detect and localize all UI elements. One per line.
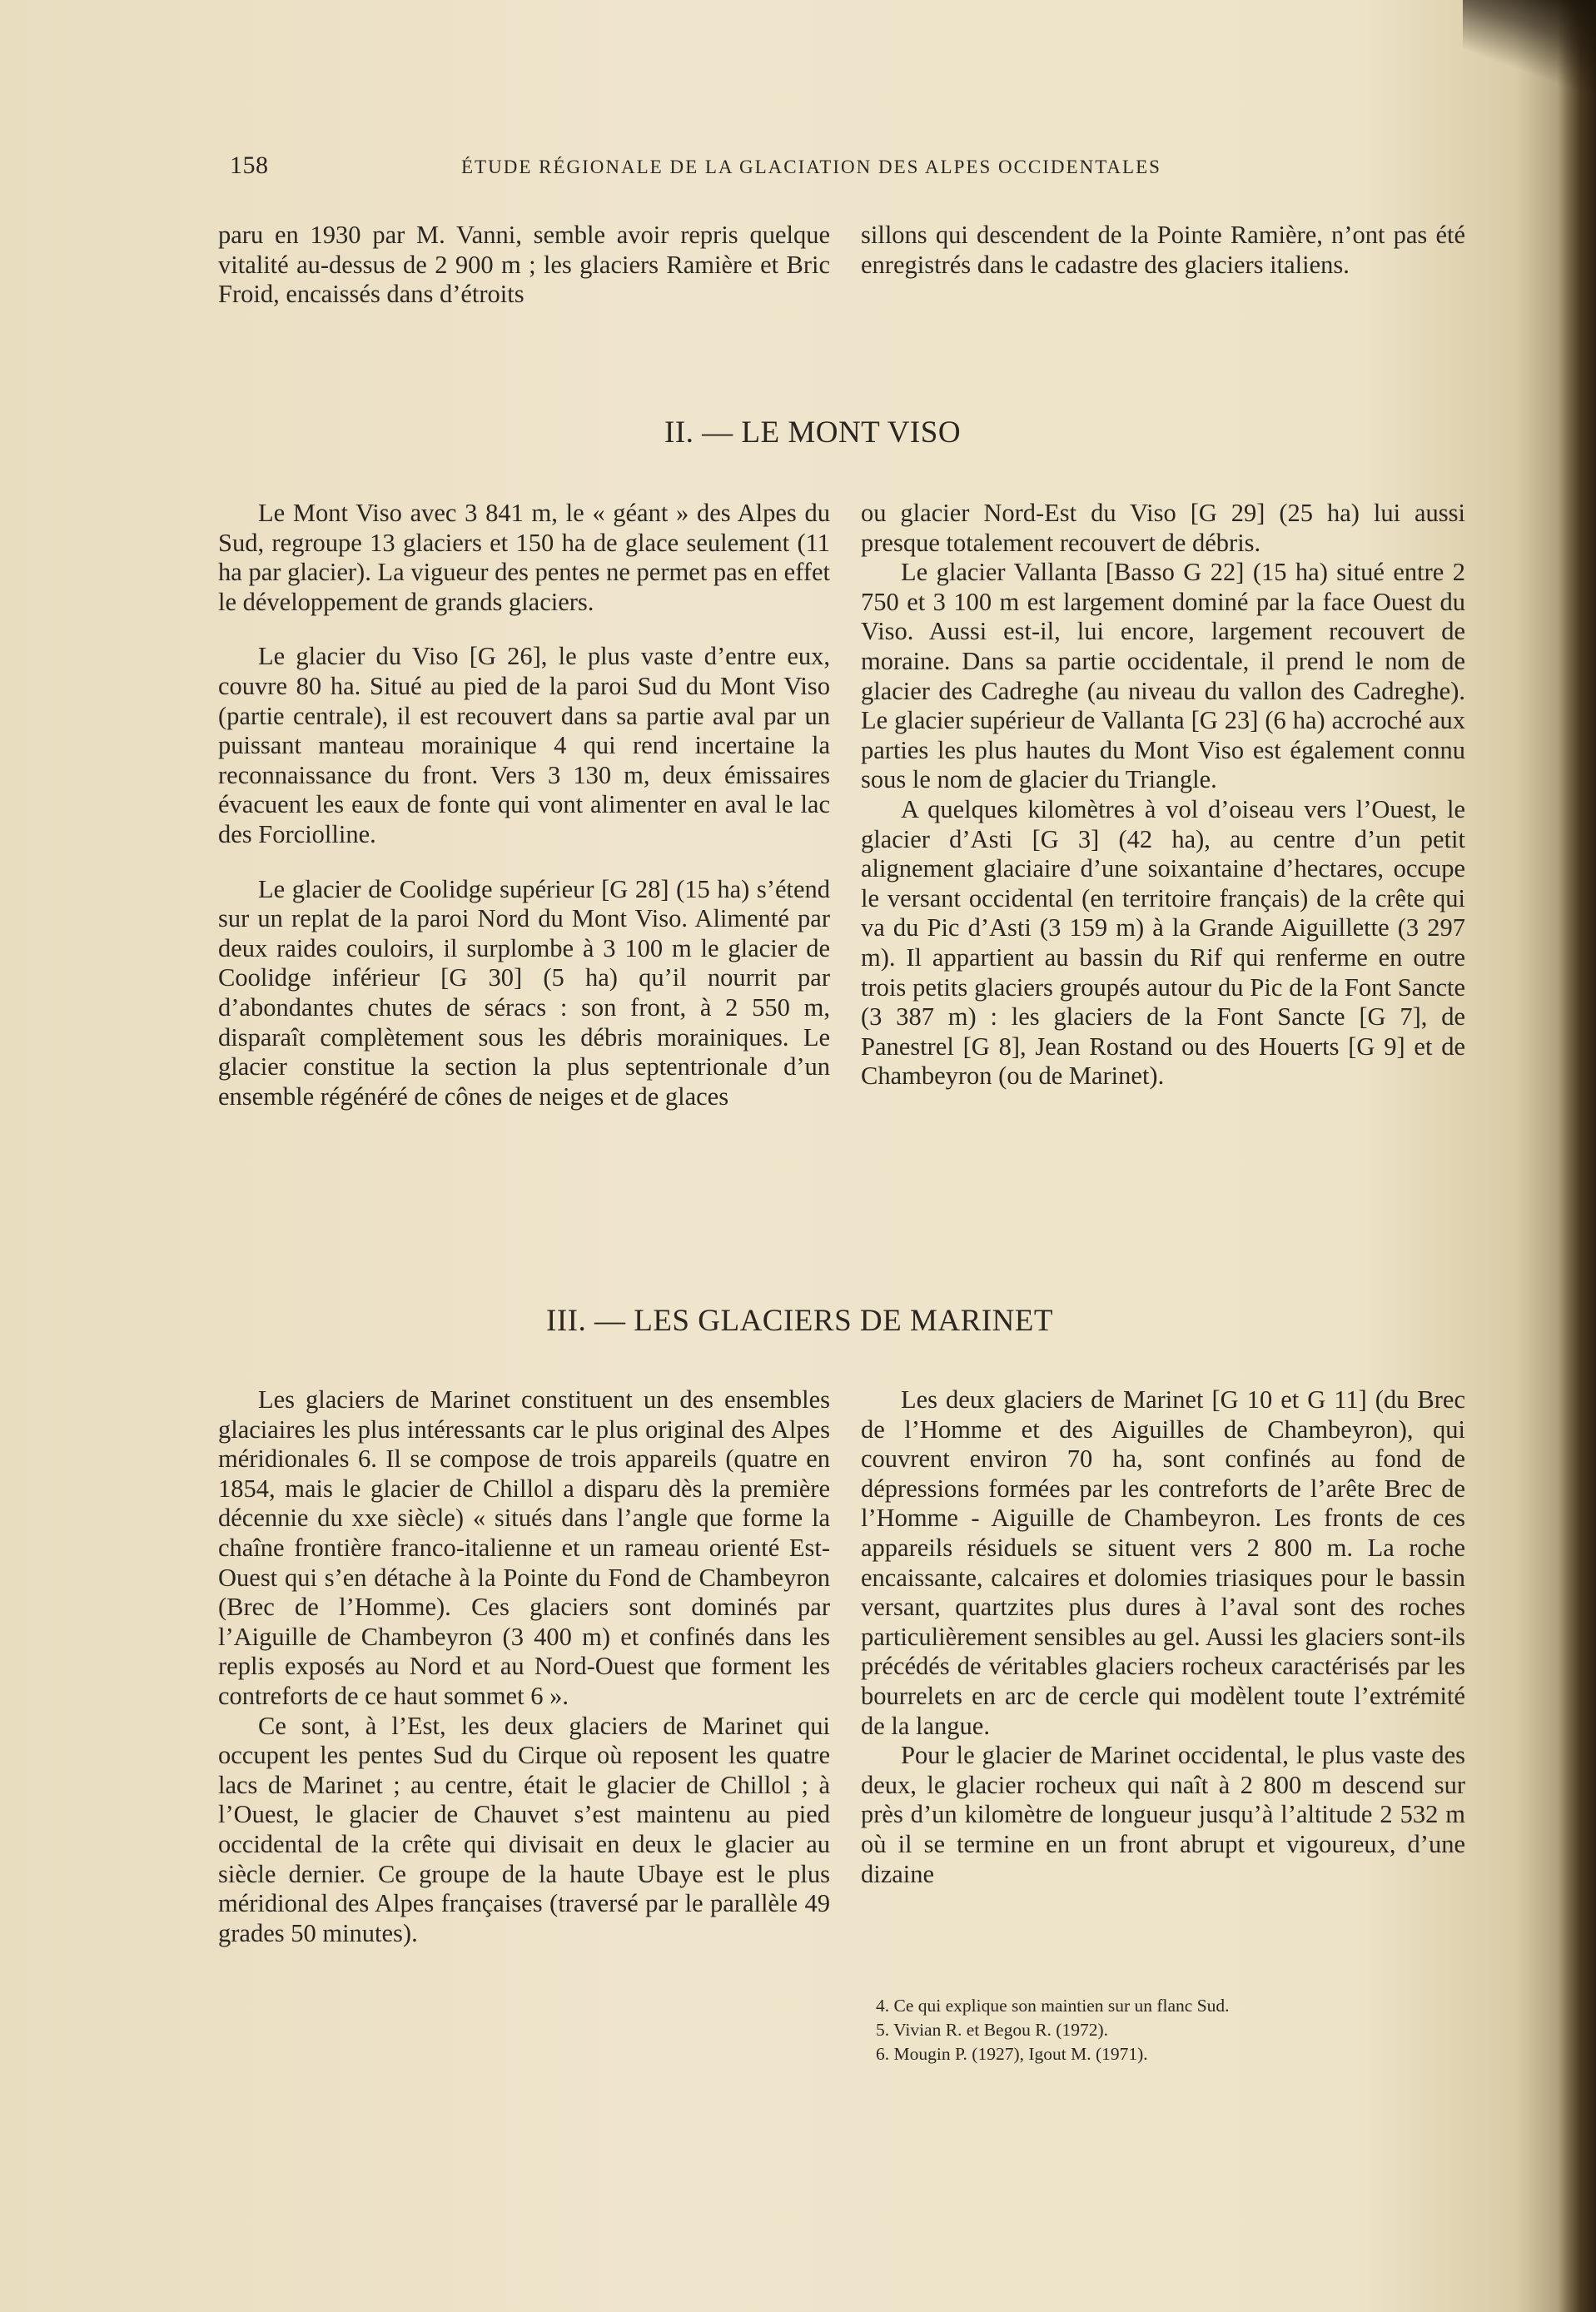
paragraph: Pour le glacier de Marinet occidental, le plus vaste des deux, le glacier rocheux qui naît à 2 800 m descend sur près d’un kilomètre de longueur jusqu’à l’altitude 2 532 m où il se termine en un front abrupt et vigoureux, d’une dizaine bbox=[861, 1741, 1465, 1888]
section3-left-column bbox=[218, 1385, 830, 1948]
section2-left-column bbox=[218, 499, 830, 1111]
footnote: 6. Mougin P. (1927), Igout M. (1971). bbox=[876, 2044, 1148, 2064]
running-head bbox=[230, 152, 1237, 188]
intro-right-column bbox=[861, 221, 1465, 280]
footnotes bbox=[876, 1994, 1459, 2066]
footnote: 4. Ce qui explique son maintien sur un flanc Sud. bbox=[876, 1996, 1230, 2016]
paragraph: Les glaciers de Marinet constituent un des ensembles glaciaires les plus intéressants car le plus original des Alpes méridionales 6. Il se compose de trois appareils (quatre en 1854, mais le glacier de Chillol a disparu dès la première décennie du xxe siècle) « situés dans l’angle que forme la chaîne frontière franco-italienne et un rameau orienté Est-Ouest qui s’en détache à la Pointe du Fond de Chambeyron (Brec de l’Homme). Ces glaciers sont dominés par l’Aiguille de Chambeyron (3 400 m) et confinés dans les replis exposés au Nord et au Nord-Ouest que forment les contreforts de ce haut sommet 6 ». bbox=[218, 1385, 830, 1710]
paragraph: Ce sont, à l’Est, les deux glaciers de Marinet qui occupent les pentes Sud du Cirque où reposent les quatre lacs de Marinet ; au centre, était le glacier de Chillol ; à l’Ouest, le glacier de Chauvet s’est maintenu au pied occidental de la crête qui divisait en deux le glacier au siècle dernier. Ce groupe de la haute Ubaye est le plus méridional des Alpes françaises (traversé par le parallèle 49 grades 50 minutes). bbox=[218, 1711, 830, 1947]
paragraph: A quelques kilomètres à vol d’oiseau vers l’Ouest, le glacier d’Asti [G 3] (42 ha), au centre d’un petit alignement glaciaire d’une soixantaine d’hectares, occupe le versant occidental (en territoire français) de la crête qui va du Pic d’Asti (3 159 m) à la Grande Aiguillette (3 297 m). Il appartient au bassin du Rif qui renferme en outre trois petits glaciers groupés autour du Pic de la Font Sancte (3 387 m) : les glaciers de la Font Sancte [G 7], de Panestrel [G 8], Jean Rostand ou des Houerts [G 9] et de Chambeyron (ou de Marinet). bbox=[861, 794, 1465, 1091]
paragraph: Le glacier Vallanta [Basso G 22] (15 ha) situé entre 2 750 et 3 100 m est largement dominé par la face Ouest du Viso. Aussi est-il, lui encore, largement recouvert de moraine. Dans sa partie occidentale, il prend le nom de glacier des Cadreghe (au niveau du vallon des Cadreghe). Le glacier supérieur de Vallanta [G 23] (6 ha) accroché aux parties les plus hautes du Mont Viso est également connu sous le nom de glacier du Triangle. bbox=[861, 558, 1465, 794]
section2-right-column bbox=[861, 499, 1465, 1091]
page-gutter-shadow bbox=[1558, 0, 1596, 2312]
paragraph: Le glacier du Viso [G 26], le plus vaste d’entre eux, couvre 80 ha. Situé au pied de la paroi Sud du Mont Viso (partie centrale), il est recouvert dans sa partie aval par un puissant manteau morainique 4 qui rend incertaine la reconnaissance du front. Vers 3 130 m, deux émissaires évacuent les eaux de fonte qui vont alimenter en aval le lac des Forciolline. bbox=[218, 642, 830, 848]
intro-left-column bbox=[218, 221, 830, 310]
section-title-mont-viso: II. — LE MONT VISO bbox=[664, 415, 962, 450]
paragraph: Le glacier de Coolidge supérieur [G 28] (15 ha) s’étend sur un replat de la paroi Nord du Mont Viso. Alimenté par deux raides couloirs, il surplombe à 3 100 m le glacier de Coolidge inférieur [G 30] (5 ha) qu’il nourrit par d’abondantes chutes de séracs : son front, à 2 550 m, disparaît complètement sous les débris morainiques. Le glacier constitue la section la plus septentrionale d’un ensemble régénéré de cônes de neiges et de glaces bbox=[218, 874, 830, 1111]
running-title: ÉTUDE RÉGIONALE DE LA GLACIATION DES ALPES OCCIDENTALES bbox=[461, 157, 1161, 177]
page-corner-shadow bbox=[1463, 0, 1596, 92]
paragraph: Les deux glaciers de Marinet [G 10 et G 11] (du Brec de l’Homme et des Aiguilles de Chambeyron), qui couvrent environ 70 ha, sont confinés au fond de dépressions formées par les contreforts de l’arête Brec de l’Homme - Aiguille de Chambeyron. Les fronts de ces appareils résiduels se situent vers 2 800 m. La roche encaissante, calcaires et dolomies triasiques pour le bassin versant, quartzites plus dures à l’aval sont des roches particulièrement sensibles au gel. Aussi les glaciers sont-ils précédés de véritables glaciers rocheux caractérisés par les bourrelets en arc de cercle qui modèlent toute l’extrémité de la langue. bbox=[861, 1385, 1465, 1740]
intro-right-text: sillons qui descendent de la Pointe Ramière, n’ont pas été enregistrés dans le cadastre des glaciers italiens. bbox=[861, 221, 1465, 279]
paragraph: Le Mont Viso avec 3 841 m, le « géant » des Alpes du Sud, regroupe 13 glaciers et 150 ha de glace seulement (11 ha par glacier). La vigueur des pentes ne permet pas en effet le développement de grands glaciers. bbox=[218, 499, 830, 616]
intro-left-text: paru en 1930 par M. Vanni, semble avoir repris quelque vitalité au-dessus de 2 900 m ; les glaciers Ramière et Bric Froid, encaissés dans d’étroits bbox=[218, 221, 830, 309]
section-title-marinet: III. — LES GLACIERS DE MARINET bbox=[546, 1304, 1054, 1338]
page-number: 158 bbox=[230, 152, 269, 179]
section3-right-column bbox=[861, 1385, 1465, 1889]
footnote: 5. Vivian R. et Begou R. (1972). bbox=[876, 2020, 1108, 2040]
paragraph: ou glacier Nord-Est du Viso [G 29] (25 ha) lui aussi presque totalement recouvert de débris. bbox=[861, 499, 1465, 557]
